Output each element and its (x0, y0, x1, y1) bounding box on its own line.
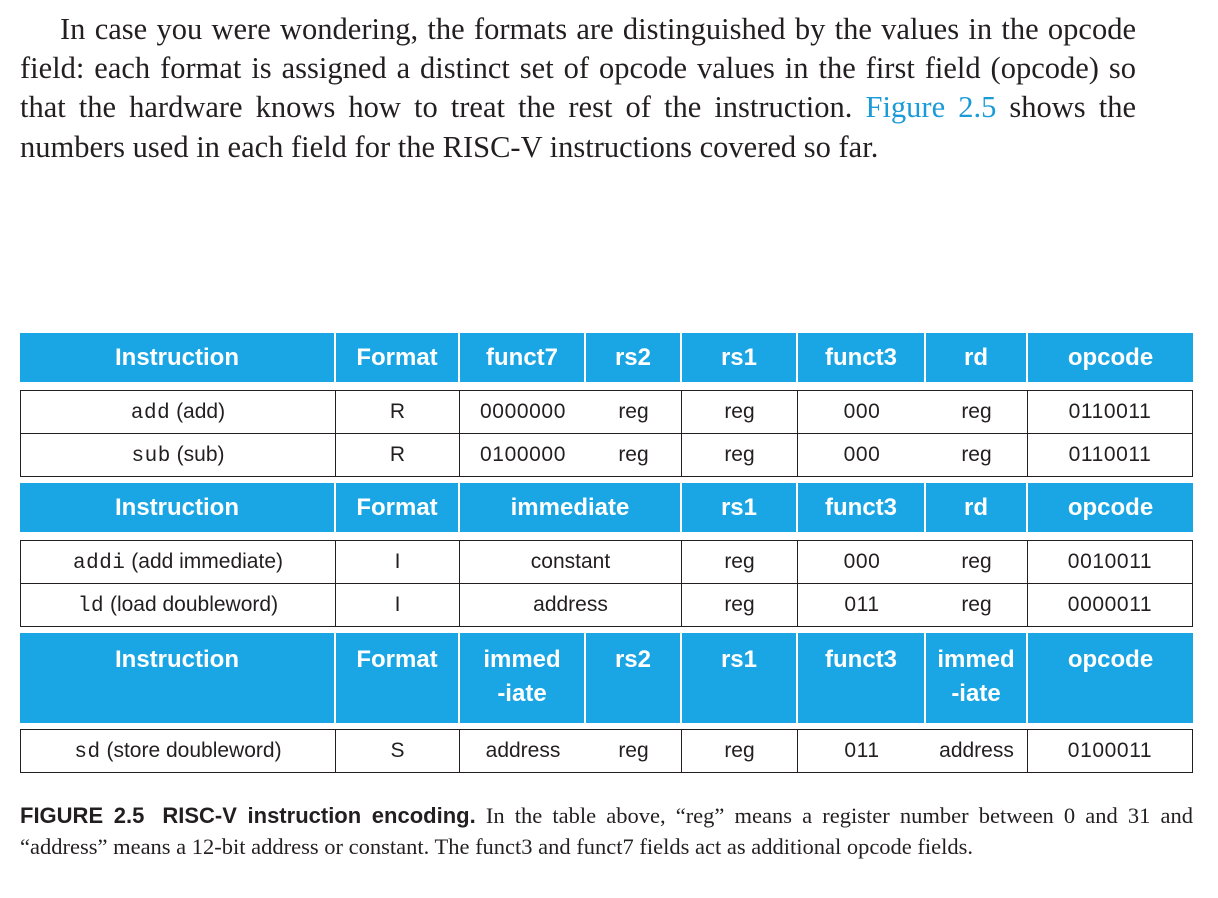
funct3-cell: 000 (798, 540, 926, 584)
format-cell: R (336, 390, 460, 434)
figure-caption (20, 800, 1193, 862)
opcode-cell: 0010011 (1028, 540, 1193, 584)
header-immediate: immediate (460, 483, 682, 532)
immediate-cell: address (460, 584, 682, 627)
instruction-description: (sub) (176, 442, 225, 466)
immediate-low-cell: address (926, 729, 1028, 773)
table-row (20, 434, 1193, 477)
header-rs2: rs2 (586, 633, 682, 723)
header-funct3: funct3 (798, 483, 926, 532)
format-cell: I (336, 584, 460, 627)
instruction-description: (store doubleword) (106, 738, 282, 762)
paragraph-text-before: In case you were wondering, the formats are distinguished by the values in the opcode field: each format is assigned a distinct set of opcode values in the first field (opcode) so that the hardware knows how to treat the rest of the instruction. (20, 12, 1136, 125)
instruction-cell (20, 390, 336, 434)
instruction-cell (20, 584, 336, 627)
rs1-cell: reg (682, 729, 798, 773)
header-instruction: Instruction (20, 333, 336, 382)
immediate-high-cell: address (460, 729, 586, 773)
mnemonic: sub (131, 444, 171, 468)
spacer-row (20, 532, 1193, 540)
header-funct7: funct7 (460, 333, 586, 382)
funct7-cell: 0000000 (460, 390, 586, 434)
table-row (20, 540, 1193, 584)
header-format: Format (336, 483, 460, 532)
rs2-cell: reg (586, 390, 682, 434)
table-row (20, 584, 1193, 627)
format-cell: I (336, 540, 460, 584)
rd-cell: reg (926, 390, 1028, 434)
immediate-cell: constant (460, 540, 682, 584)
header-rs2: rs2 (586, 333, 682, 382)
paragraph-text-after: shows the numbers used in each field for the RISC-V instructions covered so far. (20, 90, 1137, 164)
instruction-encoding-table (20, 333, 1193, 773)
funct3-cell: 000 (798, 434, 926, 477)
caption-body: In the table above, “reg” means a register number between 0 and 31 and “address” means a 12-bit address or constant. The funct3 and funct7 fields act as additional opcode fields. (20, 803, 1194, 859)
format-cell: R (336, 434, 460, 477)
rd-cell: reg (926, 434, 1028, 477)
opcode-cell: 0110011 (1028, 390, 1193, 434)
header-immed-part1: immed (483, 646, 561, 673)
header-opcode: opcode (1028, 333, 1193, 382)
instruction-description: (load doubleword) (109, 592, 279, 616)
mnemonic: ld (77, 594, 105, 618)
header-immediate-low (926, 633, 1028, 723)
header-immed-part1: immed (937, 646, 1015, 673)
format-cell: S (336, 729, 460, 773)
header-rd: rd (926, 333, 1028, 382)
mnemonic: sd (74, 740, 101, 764)
funct3-cell: 011 (798, 729, 926, 773)
instruction-description: (add immediate) (131, 549, 283, 573)
funct3-cell: 000 (798, 390, 926, 434)
spacer-row (20, 382, 1193, 390)
header-rs1: rs1 (682, 483, 798, 532)
header-immediate-high (460, 633, 586, 723)
opcode-cell: 0000011 (1028, 584, 1193, 627)
rs2-cell: reg (586, 434, 682, 477)
caption-title: RISC-V instruction encoding. (162, 803, 476, 828)
rd-cell: reg (926, 584, 1028, 627)
opcode-cell: 0110011 (1028, 434, 1193, 477)
rd-cell: reg (926, 540, 1028, 584)
header-rs1: rs1 (682, 633, 798, 723)
header-opcode: opcode (1028, 483, 1193, 532)
header-format: Format (336, 333, 460, 382)
table-row (20, 729, 1193, 773)
mnemonic: add (130, 401, 171, 425)
header-immed-part2: -iate (951, 680, 1001, 707)
funct7-cell: 0100000 (460, 434, 586, 477)
rs1-cell: reg (682, 584, 798, 627)
rs1-cell: reg (682, 390, 798, 434)
header-instruction: Instruction (20, 633, 336, 723)
header-funct3: funct3 (798, 333, 926, 382)
header-immed-part2: -iate (497, 680, 547, 707)
r-format-header-row (20, 333, 1193, 382)
mnemonic: addi (73, 551, 126, 575)
i-format-header-row (20, 483, 1193, 532)
header-rd: rd (926, 483, 1028, 532)
table-row (20, 390, 1193, 434)
header-funct3: funct3 (798, 633, 926, 723)
rs1-cell: reg (682, 540, 798, 584)
header-instruction: Instruction (20, 483, 336, 532)
funct3-cell: 011 (798, 584, 926, 627)
header-opcode: opcode (1028, 633, 1193, 723)
opcode-cell: 0100011 (1028, 729, 1193, 773)
rs2-cell: reg (586, 729, 682, 773)
instruction-description: (add) (176, 399, 226, 423)
header-format: Format (336, 633, 460, 723)
instruction-cell (20, 540, 336, 584)
instruction-cell (20, 434, 336, 477)
instruction-cell (20, 729, 336, 773)
rs1-cell: reg (682, 434, 798, 477)
figure-reference-link[interactable]: Figure 2.5 (865, 90, 997, 125)
body-paragraph (20, 10, 1136, 167)
caption-label: FIGURE 2.5 (20, 803, 145, 828)
s-format-header-row (20, 633, 1193, 723)
header-rs1: rs1 (682, 333, 798, 382)
